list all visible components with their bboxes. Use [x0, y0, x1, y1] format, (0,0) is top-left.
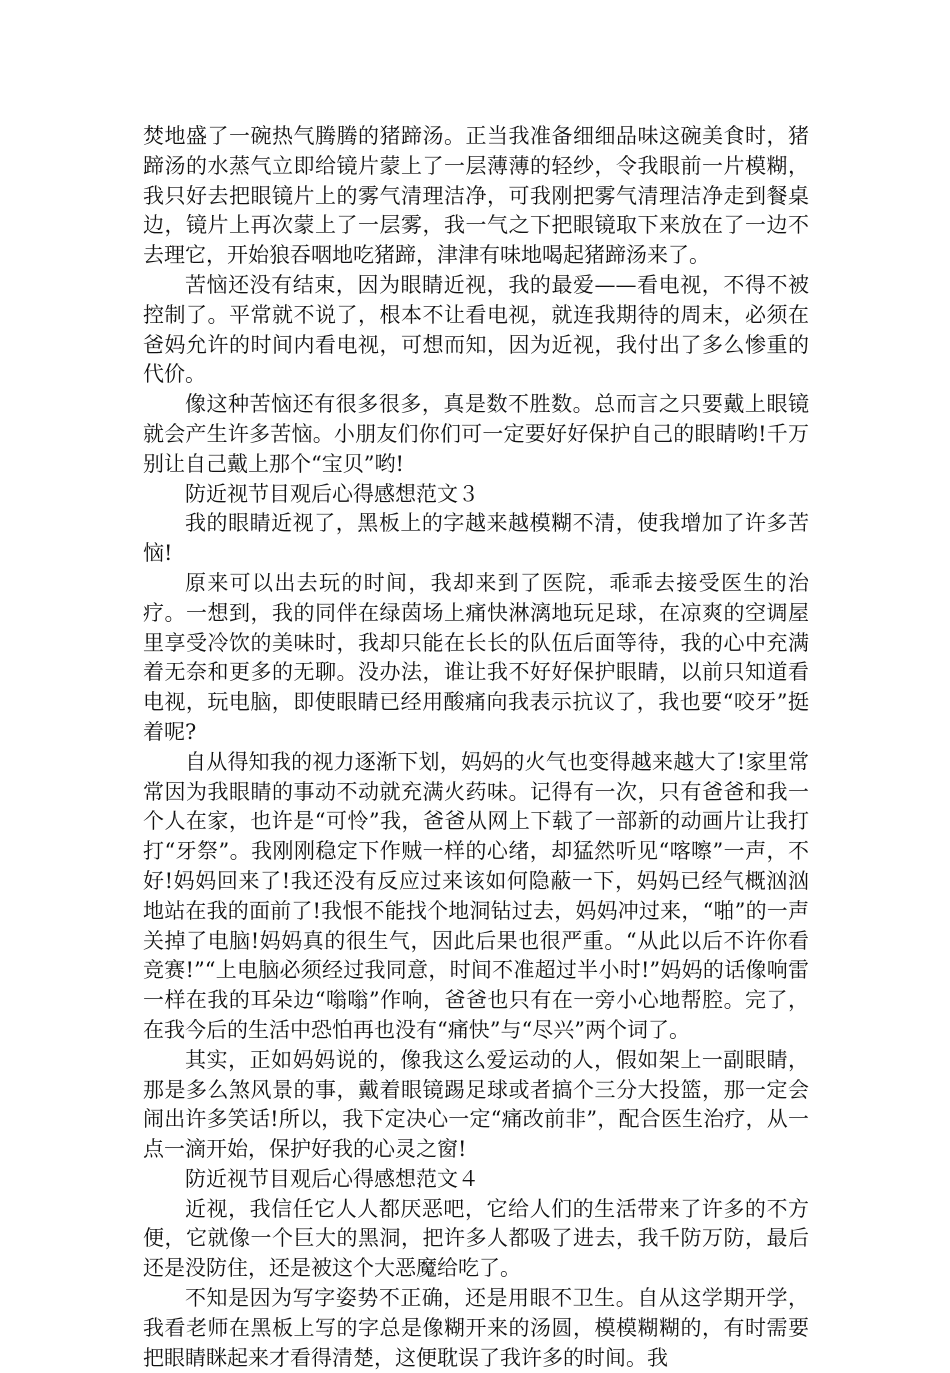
paragraph-5: 原来可以出去玩的时间，我却来到了医院，乖乖去接受医生的治疗。一想到，我的同伴在绿茵场上痛快淋漓地玩足球，在凉爽的空调屋里享受冷饮的美味时，我却只能在长长的队伍后面等待，我的心中充满着无奈和更多的无聊。没办法，谁让我不好好保护眼睛，以前只知道看电视，玩电脑，即使眼睛已经用酸痛向我表示抗议了，我也要“咬牙”挺着呢?	[143, 570, 809, 744]
paragraph-1: 苦恼还没有结束，因为眼睛近视，我的最爱——看电视，不得不被控制了。平常就不说了，根本不让看电视，就连我期待的周末，必须在爸妈允许的时间内看电视，可想而知，因为近视，我付出了多么惨重的代价。	[143, 272, 809, 387]
paragraph-7: 其实，正如妈妈说的，像我这么爱运动的人，假如架上一副眼睛，那是多么煞风景的事，戴着眼镜踢足球或者搞个三分大投篮，那一定会闹出许多笑话!所以，我下定决心一定“痛改前非”，配合医生治疗，从一点一滴开始，保护好我的心灵之窗!	[143, 1047, 809, 1162]
paragraph-0: 焚地盛了一碗热气腾腾的猪蹄汤。正当我准备细细品味这碗美食时，猪蹄汤的水蒸气立即给镜片蒙上了一层薄薄的轻纱，令我眼前一片模糊，我只好去把眼镜片上的雾气清理洁净，可我刚把雾气清理洁净走到餐桌边，镜片上再次蒙上了一层雾，我一气之下把眼镜取下来放在了一边不去理它，开始狼吞咽地吃猪蹄，津津有味地喝起猪蹄汤来了。	[143, 124, 809, 268]
section-heading-3: 防近视节目观后心得感想范文３	[185, 481, 479, 506]
paragraph-10: 不知是因为写字姿势不正确，还是用眼不卫生。自从这学期开学，我看老师在黑板上写的字总是像糊开来的汤圆，模模糊糊的，有时需要把眼睛眯起来才看得清楚，这便耽误了我许多的时间。我	[143, 1286, 809, 1370]
paragraph-4: 我的眼睛近视了，黑板上的字越来越模糊不清，使我增加了许多苦恼!	[143, 511, 809, 566]
paragraph-9: 近视，我信任它人人都厌恶吧，它给人们的生活带来了许多的不方便，它就像一个巨大的黑洞，把许多人都吸了进去，我千防万防，最后还是没防住，还是被这个大恶魔给吃了。	[143, 1196, 809, 1281]
paragraph-2: 像这种苦恼还有很多很多，真是数不胜数。总而言之只要戴上眼镜就会产生许多苦恼。小朋友们你们可一定要好好保护自己的眼睛哟!千万别让自己戴上那个“宝贝”哟!	[143, 392, 809, 476]
section-heading-4: 防近视节目观后心得感想范文４	[185, 1166, 479, 1191]
document-page	[143, 122, 809, 1373]
paragraph-6: 自从得知我的视力逐渐下划，妈妈的火气也变得越来越大了!家里常常因为我眼睛的事动不动就充满火药味。记得有一次，只有爸爸和我一个人在家，也许是“可怜”我，爸爸从网上下载了一部新的动画片让我打打“牙祭”。我刚刚稳定下作贼一样的心绪，却猛然听见“喀嚓”一声，不好!妈妈回来了!我还没有反应过来该如何隐蔽一下，妈妈已经气概汹汹地站在我的面前了!我恨不能找个地洞钻过去，妈妈冲过来，“啪”的一声关掉了电脑!妈妈真的很生气，因此后果也很严重。“从此以后不许你看竞赛!”“上电脑必须经过我同意，时间不准超过半小时!”妈妈的话像响雷一样在我的耳朵边“嗡嗡”作响，爸爸也只有在一旁小心地帮腔。完了，在我今后的生活中恐怕再也没有“痛快”与“尽兴”两个词了。	[143, 749, 809, 1042]
